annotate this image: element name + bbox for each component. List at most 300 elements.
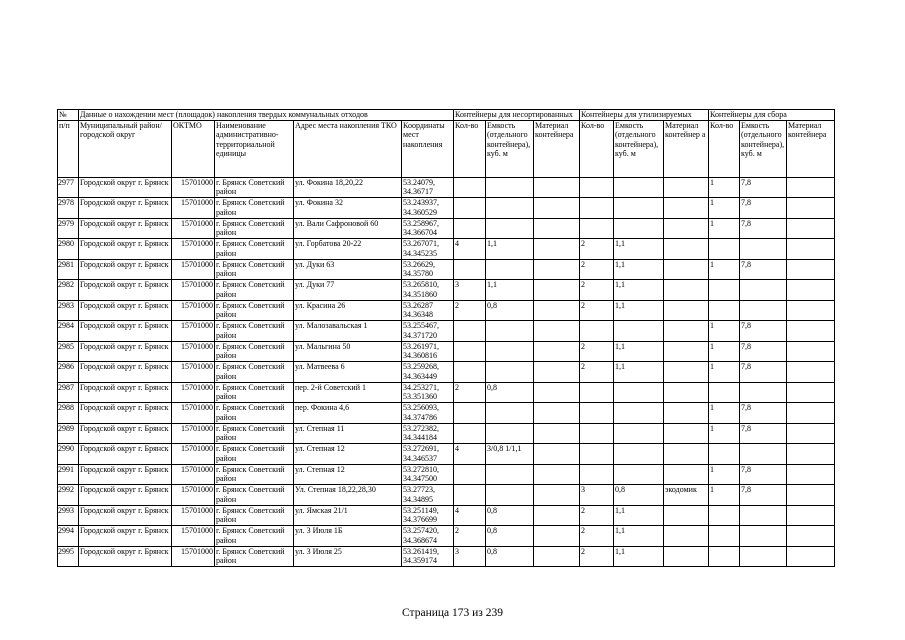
cell-recycle-capacity: 1,1: [614, 362, 664, 383]
cell-address: ул. Красина 26: [294, 300, 402, 321]
cell-address: ул. Дуки 63: [294, 259, 402, 280]
cell-collect-capacity: [740, 280, 787, 301]
cell-admin-unit: г. Брянск Советский район: [215, 382, 294, 403]
cell-collect-capacity: [740, 239, 787, 260]
cell-recycle-count: 2: [580, 526, 614, 547]
cell-collect-material: [787, 382, 835, 403]
cell-collect-material: [787, 300, 835, 321]
cell-oktmo: 15701000: [172, 464, 215, 485]
cell-collect-capacity: [740, 526, 787, 547]
cell-oktmo: 15701000: [172, 403, 215, 424]
cell-district: Городской округ г. Брянск: [79, 444, 172, 465]
cell-recycle-capacity: [614, 403, 664, 424]
cell-unsorted-capacity: [486, 403, 534, 424]
cell-collect-material: [787, 341, 835, 362]
cell-collect-count: [709, 382, 740, 403]
cell-admin-unit: г. Брянск Советский район: [215, 464, 294, 485]
cell-unsorted-material: [534, 341, 580, 362]
col-header-recycle-count: Кол-во: [580, 120, 614, 177]
cell-coordinates: 34.253271, 53.351360: [402, 382, 454, 403]
cell-row-number: 2995: [58, 546, 79, 567]
cell-admin-unit: г. Брянск Советский район: [215, 444, 294, 465]
cell-collect-material: [787, 444, 835, 465]
cell-address: ул. Степная 11: [294, 423, 402, 444]
cell-recycle-capacity: [614, 198, 664, 219]
cell-recycle-capacity: 1,1: [614, 239, 664, 260]
cell-district: Городской округ г. Брянск: [79, 485, 172, 506]
cell-collect-count: [709, 546, 740, 567]
cell-address: ул. Степная 12: [294, 464, 402, 485]
cell-recycle-material: [664, 280, 709, 301]
cell-collect-count: [709, 239, 740, 260]
cell-unsorted-count: [454, 485, 486, 506]
cell-address: ул. Вали Сафроновой 60: [294, 218, 402, 239]
cell-recycle-count: 3: [580, 485, 614, 506]
cell-admin-unit: г. Брянск Советский район: [215, 362, 294, 383]
cell-recycle-count: 2: [580, 280, 614, 301]
cell-recycle-capacity: [614, 218, 664, 239]
cell-row-number: 2990: [58, 444, 79, 465]
cell-collect-count: [709, 280, 740, 301]
table-row: [58, 505, 835, 526]
cell-collect-count: 1: [709, 218, 740, 239]
cell-unsorted-count: [454, 403, 486, 424]
table-row: [58, 239, 835, 260]
cell-collect-count: 1: [709, 485, 740, 506]
cell-recycle-count: 2: [580, 546, 614, 567]
cell-admin-unit: г. Брянск Советский район: [215, 505, 294, 526]
cell-collect-count: [709, 444, 740, 465]
cell-collect-material: [787, 362, 835, 383]
cell-district: Городской округ г. Брянск: [79, 403, 172, 424]
cell-recycle-count: 2: [580, 362, 614, 383]
cell-oktmo: 15701000: [172, 526, 215, 547]
cell-address: пер. Фокина 4,6: [294, 403, 402, 424]
cell-address: Ул. Степная 18,22,28,30: [294, 485, 402, 506]
cell-unsorted-material: [534, 485, 580, 506]
cell-recycle-count: [580, 382, 614, 403]
col-header-unsorted-material: Материал контейнера: [534, 120, 580, 177]
cell-unsorted-count: 4: [454, 239, 486, 260]
cell-collect-count: 1: [709, 423, 740, 444]
cell-recycle-material: [664, 546, 709, 567]
cell-unsorted-capacity: [486, 218, 534, 239]
cell-district: Городской округ г. Брянск: [79, 526, 172, 547]
cell-recycle-capacity: [614, 444, 664, 465]
table-row: [58, 362, 835, 383]
cell-unsorted-material: [534, 177, 580, 198]
cell-admin-unit: г. Брянск Советский район: [215, 177, 294, 198]
cell-district: Городской округ г. Брянск: [79, 259, 172, 280]
cell-district: Городской округ г. Брянск: [79, 321, 172, 342]
col-header-num: п/п: [58, 120, 79, 177]
cell-recycle-material: [664, 341, 709, 362]
cell-oktmo: 15701000: [172, 382, 215, 403]
table-row: [58, 218, 835, 239]
cell-address: ул. Матвеева 6: [294, 362, 402, 383]
col-header-address: Адрес места накопления ТКО: [294, 120, 402, 177]
cell-collect-capacity: [740, 300, 787, 321]
cell-unsorted-count: [454, 321, 486, 342]
cell-unsorted-count: [454, 423, 486, 444]
cell-coordinates: 53.243937, 34.360529: [402, 198, 454, 219]
cell-admin-unit: г. Брянск Советский район: [215, 485, 294, 506]
cell-unsorted-capacity: [486, 464, 534, 485]
header-location-group: Данные о нахождении мест (площадок) накопления твердых коммунальных отходов: [79, 110, 454, 121]
cell-collect-material: [787, 526, 835, 547]
cell-row-number: 2981: [58, 259, 79, 280]
cell-collect-count: [709, 300, 740, 321]
cell-unsorted-capacity: [486, 259, 534, 280]
cell-unsorted-material: [534, 423, 580, 444]
cell-unsorted-material: [534, 362, 580, 383]
cell-coordinates: 53.26629, 34.35780: [402, 259, 454, 280]
cell-recycle-material: [664, 239, 709, 260]
cell-row-number: 2993: [58, 505, 79, 526]
cell-address: ул. Фокина 18,20,22: [294, 177, 402, 198]
col-header-oktmo: ОКТМО: [172, 120, 215, 177]
cell-recycle-capacity: [614, 464, 664, 485]
cell-recycle-count: [580, 423, 614, 444]
cell-unsorted-count: [454, 218, 486, 239]
table-row: [58, 464, 835, 485]
cell-unsorted-count: [454, 464, 486, 485]
cell-collect-capacity: [740, 444, 787, 465]
cell-row-number: 2988: [58, 403, 79, 424]
col-header-coords: Координаты мест накопления: [402, 120, 454, 177]
header-unsorted-group: Контейнеры для несортированных: [454, 110, 580, 121]
table-row: [58, 444, 835, 465]
cell-row-number: 2991: [58, 464, 79, 485]
cell-collect-count: 1: [709, 321, 740, 342]
cell-admin-unit: г. Брянск Советский район: [215, 198, 294, 219]
col-header-collect-count: Кол-во: [709, 120, 740, 177]
cell-recycle-capacity: 1,1: [614, 546, 664, 567]
cell-address: ул. Мальгина 50: [294, 341, 402, 362]
cell-unsorted-capacity: [486, 198, 534, 219]
cell-unsorted-capacity: 0,8: [486, 546, 534, 567]
cell-oktmo: 15701000: [172, 444, 215, 465]
cell-admin-unit: г. Брянск Советский район: [215, 321, 294, 342]
cell-admin-unit: г. Брянск Советский район: [215, 423, 294, 444]
cell-unsorted-count: [454, 177, 486, 198]
cell-district: Городской округ г. Брянск: [79, 464, 172, 485]
cell-row-number: 2986: [58, 362, 79, 383]
cell-recycle-count: 2: [580, 239, 614, 260]
cell-district: Городской округ г. Брянск: [79, 218, 172, 239]
cell-row-number: 2989: [58, 423, 79, 444]
cell-unsorted-material: [534, 464, 580, 485]
cell-district: Городской округ г. Брянск: [79, 546, 172, 567]
cell-collect-capacity: 7,8: [740, 341, 787, 362]
cell-oktmo: 15701000: [172, 341, 215, 362]
cell-unsorted-capacity: 0,8: [486, 526, 534, 547]
cell-unsorted-material: [534, 218, 580, 239]
header-collect-group: Контейнеры для сбора: [709, 110, 835, 121]
cell-admin-unit: г. Брянск Советский район: [215, 403, 294, 424]
cell-unsorted-capacity: 3/0,8 1/1,1: [486, 444, 534, 465]
cell-unsorted-capacity: [486, 423, 534, 444]
cell-recycle-material: [664, 259, 709, 280]
table-row: [58, 546, 835, 567]
cell-coordinates: 53.24079, 34.36717: [402, 177, 454, 198]
cell-recycle-capacity: [614, 423, 664, 444]
cell-collect-material: [787, 198, 835, 219]
tko-registry-table: [57, 109, 835, 567]
cell-oktmo: 15701000: [172, 423, 215, 444]
cell-row-number: 2987: [58, 382, 79, 403]
cell-recycle-material: [664, 444, 709, 465]
cell-row-number: 2992: [58, 485, 79, 506]
table-row: [58, 198, 835, 219]
cell-collect-count: 1: [709, 362, 740, 383]
cell-recycle-count: [580, 321, 614, 342]
cell-district: Городской округ г. Брянск: [79, 505, 172, 526]
cell-admin-unit: г. Брянск Советский район: [215, 526, 294, 547]
cell-address: пер. 2-й Советский 1: [294, 382, 402, 403]
cell-collect-capacity: 7,8: [740, 464, 787, 485]
cell-collect-material: [787, 403, 835, 424]
cell-collect-count: [709, 526, 740, 547]
cell-admin-unit: г. Брянск Советский район: [215, 259, 294, 280]
cell-coordinates: 53.257420, 34.368674: [402, 526, 454, 547]
cell-row-number: 2980: [58, 239, 79, 260]
cell-coordinates: 53.258967, 34.366704: [402, 218, 454, 239]
cell-admin-unit: г. Брянск Советский район: [215, 239, 294, 260]
cell-unsorted-material: [534, 526, 580, 547]
cell-recycle-count: [580, 177, 614, 198]
cell-recycle-capacity: 0,8: [614, 485, 664, 506]
cell-collect-count: 1: [709, 198, 740, 219]
table-row: [58, 177, 835, 198]
header-recycle-group: Контейнеры для утилизируемых: [580, 110, 709, 121]
cell-collect-capacity: 7,8: [740, 218, 787, 239]
cell-recycle-material: [664, 362, 709, 383]
cell-collect-count: 1: [709, 259, 740, 280]
cell-oktmo: 15701000: [172, 259, 215, 280]
cell-collect-count: 1: [709, 464, 740, 485]
cell-recycle-count: 2: [580, 259, 614, 280]
cell-unsorted-material: [534, 505, 580, 526]
cell-oktmo: 15701000: [172, 218, 215, 239]
cell-coordinates: 53.261971, 34.360816: [402, 341, 454, 362]
cell-coordinates: 53.256093, 34.374786: [402, 403, 454, 424]
cell-recycle-capacity: 1,1: [614, 280, 664, 301]
cell-unsorted-count: 2: [454, 382, 486, 403]
cell-district: Городской округ г. Брянск: [79, 300, 172, 321]
cell-recycle-material: [664, 300, 709, 321]
cell-coordinates: 53.27723, 34.34895: [402, 485, 454, 506]
cell-unsorted-material: [534, 300, 580, 321]
cell-row-number: 2979: [58, 218, 79, 239]
cell-recycle-capacity: 1,1: [614, 259, 664, 280]
cell-coordinates: 53.261419, 34.359174: [402, 546, 454, 567]
cell-coordinates: 53.267071, 34.345235: [402, 239, 454, 260]
cell-row-number: 2978: [58, 198, 79, 219]
col-header-unsorted-capacity: Емкость (отдельного контейнера), куб. м: [486, 120, 534, 177]
cell-unsorted-material: [534, 403, 580, 424]
page-number: Страница 173 из 239: [402, 607, 503, 619]
cell-address: ул. Дуки 77: [294, 280, 402, 301]
cell-collect-capacity: [740, 505, 787, 526]
cell-unsorted-capacity: [486, 485, 534, 506]
cell-district: Городской округ г. Брянск: [79, 280, 172, 301]
cell-district: Городской округ г. Брянск: [79, 198, 172, 219]
cell-collect-material: [787, 218, 835, 239]
cell-row-number: 2994: [58, 526, 79, 547]
cell-unsorted-count: 2: [454, 526, 486, 547]
col-header-district: Муниципальный район/городской округ: [79, 120, 172, 177]
cell-recycle-material: [664, 218, 709, 239]
cell-row-number: 2983: [58, 300, 79, 321]
cell-unsorted-count: [454, 362, 486, 383]
cell-unsorted-capacity: [486, 321, 534, 342]
cell-recycle-material: [664, 321, 709, 342]
cell-collect-material: [787, 546, 835, 567]
cell-oktmo: 15701000: [172, 300, 215, 321]
cell-recycle-material: [664, 177, 709, 198]
cell-recycle-capacity: 1,1: [614, 526, 664, 547]
cell-district: Городской округ г. Брянск: [79, 177, 172, 198]
cell-unsorted-material: [534, 259, 580, 280]
cell-oktmo: 15701000: [172, 177, 215, 198]
cell-row-number: 2977: [58, 177, 79, 198]
cell-recycle-count: 2: [580, 505, 614, 526]
cell-district: Городской округ г. Брянск: [79, 423, 172, 444]
cell-unsorted-material: [534, 546, 580, 567]
cell-coordinates: 53.272382, 34.344184: [402, 423, 454, 444]
cell-address: ул. Ямская 21/1: [294, 505, 402, 526]
col-header-recycle-material: Материал контейнер а: [664, 120, 709, 177]
table-row: [58, 423, 835, 444]
cell-district: Городской округ г. Брянск: [79, 382, 172, 403]
cell-recycle-capacity: [614, 382, 664, 403]
cell-unsorted-material: [534, 198, 580, 219]
cell-unsorted-material: [534, 321, 580, 342]
cell-unsorted-count: 3: [454, 546, 486, 567]
cell-recycle-capacity: [614, 321, 664, 342]
cell-collect-capacity: 7,8: [740, 403, 787, 424]
cell-recycle-material: [664, 505, 709, 526]
cell-oktmo: 15701000: [172, 485, 215, 506]
cell-address: ул. Степная 12: [294, 444, 402, 465]
cell-oktmo: 15701000: [172, 239, 215, 260]
cell-admin-unit: г. Брянск Советский район: [215, 341, 294, 362]
cell-address: ул. Малозавальская 1: [294, 321, 402, 342]
cell-coordinates: 53.255467, 34.371720: [402, 321, 454, 342]
col-header-collect-capacity: Емкость (отдельного контейнера), куб. м: [740, 120, 787, 177]
column-header-row: [58, 120, 835, 177]
cell-unsorted-capacity: 0,8: [486, 300, 534, 321]
header-num-sign: №: [58, 110, 79, 121]
cell-unsorted-capacity: 1,1: [486, 280, 534, 301]
cell-collect-capacity: 7,8: [740, 321, 787, 342]
cell-unsorted-capacity: [486, 177, 534, 198]
cell-recycle-count: 2: [580, 341, 614, 362]
cell-collect-count: [709, 505, 740, 526]
cell-admin-unit: г. Брянск Советский район: [215, 300, 294, 321]
cell-unsorted-capacity: 0,8: [486, 382, 534, 403]
cell-address: ул. 3 Июля 25: [294, 546, 402, 567]
cell-unsorted-capacity: 0,8: [486, 505, 534, 526]
cell-collect-capacity: [740, 382, 787, 403]
cell-collect-material: [787, 280, 835, 301]
cell-recycle-count: [580, 198, 614, 219]
cell-oktmo: 15701000: [172, 198, 215, 219]
cell-collect-material: [787, 505, 835, 526]
cell-recycle-material: экодомик: [664, 485, 709, 506]
cell-unsorted-count: 4: [454, 444, 486, 465]
col-header-admin: Наименование административно-территориальной единицы: [215, 120, 294, 177]
cell-admin-unit: г. Брянск Советский район: [215, 280, 294, 301]
cell-address: ул. Горбатова 20-22: [294, 239, 402, 260]
cell-recycle-capacity: 1,1: [614, 505, 664, 526]
cell-recycle-count: [580, 444, 614, 465]
cell-unsorted-material: [534, 382, 580, 403]
col-header-recycle-capacity: Емкость (отдельного контейнера), куб. м: [614, 120, 664, 177]
cell-unsorted-count: [454, 198, 486, 219]
cell-collect-capacity: [740, 546, 787, 567]
cell-unsorted-capacity: [486, 341, 534, 362]
cell-coordinates: 53.26287 34.36348: [402, 300, 454, 321]
cell-row-number: 2984: [58, 321, 79, 342]
cell-collect-capacity: 7,8: [740, 177, 787, 198]
table-row: [58, 259, 835, 280]
cell-recycle-count: [580, 218, 614, 239]
cell-recycle-capacity: 1,1: [614, 300, 664, 321]
cell-oktmo: 15701000: [172, 362, 215, 383]
table-row: [58, 382, 835, 403]
cell-collect-material: [787, 177, 835, 198]
cell-coordinates: 53.259268, 34.363449: [402, 362, 454, 383]
cell-recycle-material: [664, 423, 709, 444]
col-header-collect-material: Материал контейнера: [787, 120, 835, 177]
cell-coordinates: 53.265810, 34.351860: [402, 280, 454, 301]
cell-recycle-count: [580, 403, 614, 424]
cell-row-number: 2982: [58, 280, 79, 301]
cell-collect-capacity: 7,8: [740, 259, 787, 280]
cell-oktmo: 15701000: [172, 280, 215, 301]
cell-district: Городской округ г. Брянск: [79, 239, 172, 260]
cell-address: ул. 3 Июля 1Б: [294, 526, 402, 547]
cell-collect-capacity: 7,8: [740, 423, 787, 444]
cell-district: Городской округ г. Брянск: [79, 341, 172, 362]
cell-recycle-count: [580, 464, 614, 485]
cell-unsorted-material: [534, 239, 580, 260]
cell-address: ул. Фокина 32: [294, 198, 402, 219]
cell-unsorted-count: 3: [454, 280, 486, 301]
cell-unsorted-count: 4: [454, 505, 486, 526]
cell-collect-material: [787, 485, 835, 506]
cell-coordinates: 53.272691, 34.346537: [402, 444, 454, 465]
table-row: [58, 526, 835, 547]
cell-collect-capacity: 7,8: [740, 362, 787, 383]
cell-collect-material: [787, 464, 835, 485]
cell-recycle-capacity: 1,1: [614, 341, 664, 362]
cell-collect-capacity: 7,8: [740, 485, 787, 506]
cell-unsorted-capacity: [486, 362, 534, 383]
cell-coordinates: 53.272810, 34.347500: [402, 464, 454, 485]
cell-recycle-material: [664, 403, 709, 424]
cell-collect-capacity: 7,8: [740, 198, 787, 219]
cell-collect-material: [787, 239, 835, 260]
cell-recycle-count: 2: [580, 300, 614, 321]
col-header-unsorted-count: Кол-во: [454, 120, 486, 177]
cell-district: Городской округ г. Брянск: [79, 362, 172, 383]
cell-row-number: 2985: [58, 341, 79, 362]
cell-recycle-material: [664, 526, 709, 547]
cell-oktmo: 15701000: [172, 321, 215, 342]
